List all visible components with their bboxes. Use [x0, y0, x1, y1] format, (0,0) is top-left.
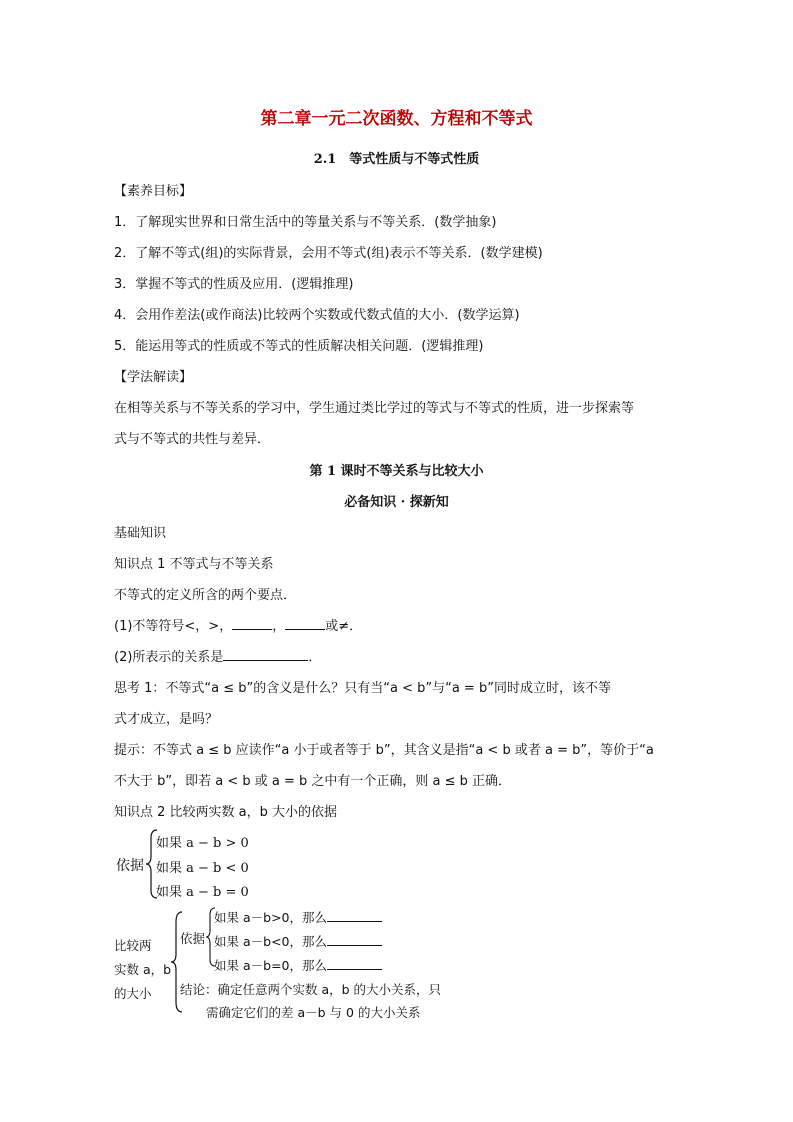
lesson-title: 第 1 课时不等关系与比较大小 — [309, 464, 484, 479]
diagram-conclusion-1: 结论：确定任意两个实数 a，b 的大小关系，只 — [180, 982, 442, 997]
diagram-row-text: 如果 a－b<0，那么 — [214, 934, 327, 949]
section-title: 2.1 等式性质与不等式性质 — [313, 152, 480, 167]
kp1-item-2 — [114, 646, 321, 665]
kp1-item1-sep: ， — [272, 619, 286, 634]
hint-line-1: 提示：不等式 a ≤ b 应读作“a 小于或者等于 b”，其含义是指“a < b 或者 a = b”，等价于“a — [114, 743, 654, 758]
basic-knowledge-label: 基础知识 — [114, 526, 167, 541]
fill-blank[interactable] — [327, 957, 382, 970]
kp2-case: 如果 a − b < 0 — [156, 861, 249, 876]
diagram-left-label: 的大小 — [114, 986, 152, 1001]
kp2-case: 如果 a − b = 0 — [156, 885, 249, 900]
think-line-1: 思考 1：不等式“a ≤ b”的含义是什么？只有当“a < b”与“a = b”同时成立时，该不等 — [114, 681, 611, 696]
goal-item: 4．会用作差法(或作商法)比较两个实数或代数式值的大小．(数学运算) — [114, 308, 520, 323]
kp2-case: 如果 a − b > 0 — [156, 836, 249, 851]
diagram-row-text: 如果 a－b=0，那么 — [214, 958, 327, 973]
diagram-row — [214, 932, 382, 950]
diagram-left-label: 实数 a，b — [114, 962, 172, 977]
kp1-item2-suffix: ． — [308, 650, 322, 665]
goal-item: 5．能运用等式的性质或不等式的性质解决相关问题．(逻辑推理) — [114, 339, 484, 354]
fill-blank[interactable] — [327, 933, 382, 946]
goal-item: 1．了解现实世界和日常生活中的等量关系与不等关系．(数学抽象) — [114, 215, 497, 230]
method-line-1: 在相等关系与不等关系的学习中，学生通过类比学过的等式与不等式的性质，进一步探索等 — [114, 401, 635, 416]
outer-brace-icon — [170, 910, 184, 1015]
diagram-row-text: 如果 a－b>0，那么 — [214, 910, 327, 925]
chapter-title: 第二章一元二次函数、方程和不等式 — [260, 109, 533, 129]
fill-blank[interactable] — [285, 617, 325, 630]
fill-blank[interactable] — [327, 909, 382, 922]
kp1-item1-prefix: (1)不等符号<，>， — [114, 619, 233, 634]
diagram-basis-label: 依据 — [180, 931, 206, 946]
goals-heading: 【素养目标】 — [114, 184, 193, 199]
kp1-title: 知识点 1 不等式与不等关系 — [114, 557, 274, 572]
fill-blank[interactable] — [223, 648, 308, 661]
kp1-item1-suffix: 或≠． — [325, 619, 363, 634]
goal-item: 2．了解不等式(组)的实际背景，会用不等式(组)表示不等关系．(数学建模) — [114, 246, 543, 261]
knowledge-title: 必备知识 · 探新知 — [344, 495, 449, 510]
kp1-item2-prefix: (2)所表示的关系是 — [114, 650, 224, 665]
kp1-definition: 不等式的定义所含的两个要点． — [114, 588, 297, 603]
hint-line-2: 不大于 b”，即若 a < b 或 a = b 之中有一个正确，则 a ≤ b 正确． — [114, 774, 512, 789]
method-line-2: 式与不等式的共性与差异． — [114, 432, 271, 447]
diagram-row — [214, 908, 382, 926]
fill-blank[interactable] — [232, 617, 272, 630]
kp1-item-1 — [114, 615, 362, 634]
diagram-row — [214, 956, 382, 974]
diagram-conclusion-2: 需确定它们的差 a－b 与 0 的大小关系 — [206, 1005, 421, 1020]
goal-item: 3．掌握不等式的性质及应用．(逻辑推理) — [114, 277, 354, 292]
method-heading: 【学法解读】 — [114, 370, 193, 385]
diagram-left-label: 比较两 — [114, 938, 152, 953]
think-line-2: 式才成立，是吗？ — [114, 712, 219, 727]
kp2-basis-label: 依据 — [116, 858, 144, 874]
kp2-title: 知识点 2 比较两实数 a，b 大小的依据 — [114, 805, 338, 820]
